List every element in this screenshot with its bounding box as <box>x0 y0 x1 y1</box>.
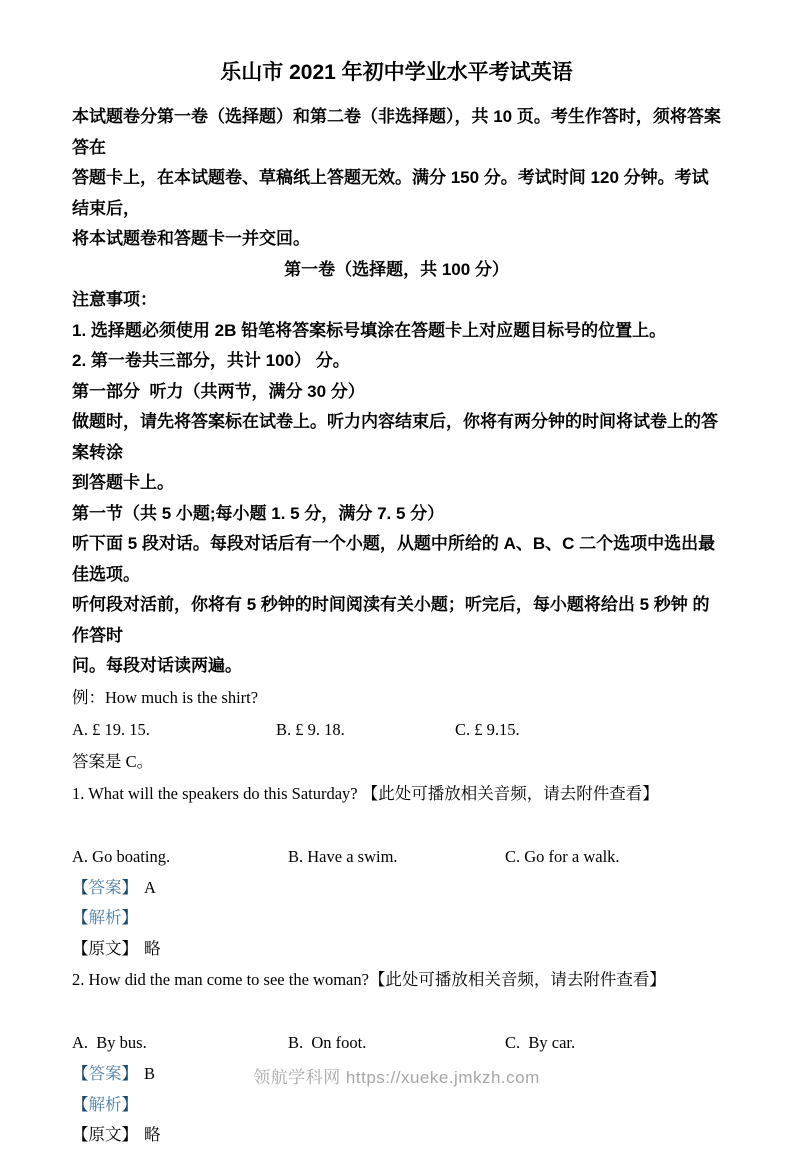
watermark-footer: 领航学科网 https://xueke.jmkzh.com <box>253 1068 540 1087</box>
answer-label: 答案 <box>88 877 122 897</box>
left-bracket: 【 <box>72 938 89 958</box>
right-bracket: 】 <box>121 1125 138 1144</box>
section1-instruction-line-3: 问。每段对话读两遍。 <box>72 656 242 675</box>
right-bracket: 】 <box>121 1094 138 1114</box>
question-1-option-a: A. Go boating. <box>72 846 171 866</box>
intro-line-1: 本试题卷分第一卷（选择题）和第二卷（非选择题），共 10 页。考生作答时，须将答案答在 <box>72 107 721 157</box>
left-bracket: 【 <box>72 908 89 927</box>
intro-line-3: 将本试题卷和答题卡一并交回。 <box>72 229 310 248</box>
section1-heading: 第一节（共 5 小题;每小题 1. 5 分，满分 7. 5 分） <box>72 503 445 523</box>
example-option-c: C. £ 9.15. <box>455 719 520 739</box>
right-bracket: 】 <box>121 938 138 958</box>
example-prompt: 例：How much is the shirt? <box>72 687 259 707</box>
example-options-row <box>72 714 721 746</box>
section1-instruction-line-2: 听何段对活前，你将有 5 秒钟的时间阅渎有关小题；听完后，每小题将给出 5 秒钟 的作答时 <box>72 595 710 645</box>
question-1-stem: 1. What will the speakers do this Saturday? <box>72 783 362 803</box>
analysis-label: 解析 <box>88 1094 122 1114</box>
question-1-option-b: B. Have a swim. <box>288 846 398 866</box>
question-2-text <box>72 964 721 996</box>
question-1-original-value: 略 <box>144 938 161 958</box>
right-bracket: 】 <box>121 877 138 897</box>
listening-part-heading: 第一部分 听力（共两节，满分 30 分） <box>72 381 365 401</box>
question-2-options-row <box>72 1027 721 1059</box>
left-bracket: 【 <box>72 1125 89 1144</box>
question-2-option-a: A. By bus. <box>72 1033 147 1052</box>
analysis-label: 解析 <box>88 908 122 927</box>
question-1-option-c: C. Go for a walk. <box>505 846 620 866</box>
listening-note-line-1: 做题时，请先将答案标在试卷上。听力内容结束后，你将有两分钟的时间将试卷上的答案转涂 <box>72 412 718 462</box>
question-1-audio-note: 【此处可播放相关音频，请去附件查看】 <box>361 783 659 803</box>
example-answer-line: 答案是 C。 <box>72 751 154 771</box>
notes-heading: 注意事项： <box>72 290 157 309</box>
question-1-answer-value: A <box>144 877 156 897</box>
question-2-stem: 2. How did the man come to see the woman? <box>72 970 369 989</box>
left-bracket: 【 <box>72 1094 89 1114</box>
note-1: 1. 选择题必须使用 2B 铅笔将答案标号填涂在答题卡上对应题目标号的位置上。 <box>72 320 667 340</box>
question-2-option-c: C. By car. <box>505 1033 576 1052</box>
question-2-option-b: B. On foot. <box>288 1033 367 1052</box>
right-bracket: 】 <box>121 1064 138 1083</box>
question-1-original-line <box>72 934 721 965</box>
intro-line-2: 答题卡上，在本试题卷、草稿纸上答题无效。满分 150 分。考试时间 120 分钟。考试结束后， <box>72 168 709 218</box>
page-title: 乐山市 2021 年初中学业水平考试英语 <box>220 61 573 84</box>
question-2-answer-value: B <box>144 1064 156 1083</box>
question-1-analysis-line <box>72 903 721 934</box>
question-2-original-line <box>72 1120 721 1151</box>
example-block <box>72 682 721 778</box>
right-bracket: 】 <box>121 908 138 927</box>
example-option-b: B. £ 9. 18. <box>276 719 345 739</box>
question-2-analysis-line <box>72 1090 721 1121</box>
example-option-a: A. £ 19. 15. <box>72 719 150 739</box>
question-1-options-row <box>72 841 721 873</box>
part1-heading: 第一卷（选择题，共 100 分） <box>284 259 509 279</box>
question-2-original-value: 略 <box>144 1125 161 1144</box>
question-block-1 <box>72 778 721 965</box>
question-1-answer-line <box>72 873 721 904</box>
question-2-audio-note: 【此处可播放相关音频，请去附件查看】 <box>368 970 666 989</box>
question-1-text <box>72 778 721 810</box>
original-label: 原文 <box>88 938 122 958</box>
answer-label: 答案 <box>88 1064 122 1083</box>
listening-note-line-2: 到答题卡上。 <box>72 473 174 492</box>
note-2: 2. 第一卷共三部分，共计 100） 分。 <box>72 351 350 370</box>
section1-instruction-line-1: 听下面 5 段对话。每段对话后有一个小题，从题中所给的 A、B、C 二个选项中选出最 佳选项。 <box>72 534 720 584</box>
left-bracket: 【 <box>72 877 89 897</box>
left-bracket: 【 <box>72 1064 89 1083</box>
original-label: 原文 <box>88 1125 122 1144</box>
question-block-2 <box>72 964 721 1151</box>
